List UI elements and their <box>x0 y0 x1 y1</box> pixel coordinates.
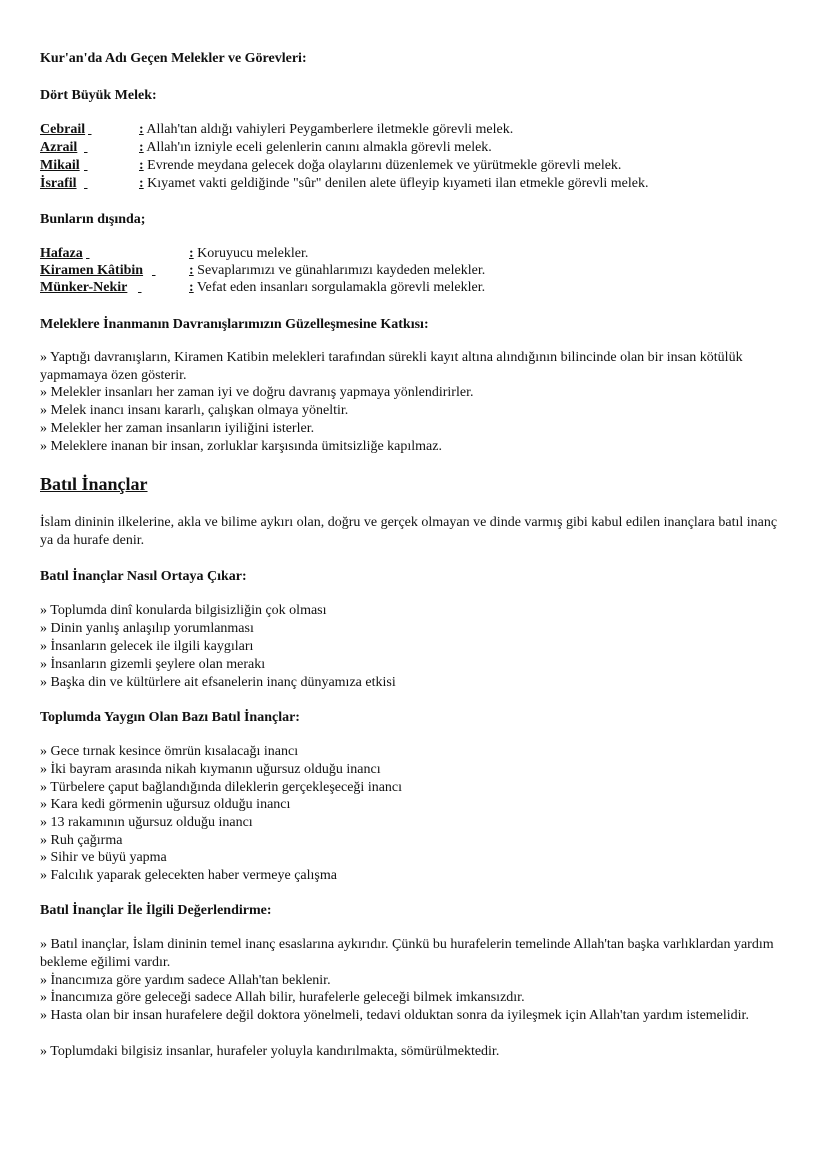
list-item: » İki bayram arasında nikah kıymanın uğursuz olduğu inancı <box>40 762 381 777</box>
angel-name: Azrail <box>40 140 78 155</box>
other-angels-heading: Bunların dışında; <box>40 212 146 227</box>
angel-row-cebrail <box>40 121 780 139</box>
angel-desc-text: Koruyucu melekler. <box>197 246 309 261</box>
angel-row-azrail <box>40 139 780 157</box>
angel-row-hafaza <box>40 245 780 263</box>
common-heading: Toplumda Yaygın Olan Bazı Batıl İnançlar: <box>40 710 300 725</box>
how-heading: Batıl İnançlar Nasıl Ortaya Çıkar: <box>40 569 247 584</box>
document-title: Kur'an'da Adı Geçen Melekler ve Görevleri: <box>40 51 307 66</box>
colon: : <box>189 263 194 278</box>
angel-desc-text: Kıyamet vakti geldiğinde "sûr" denilen alete üfleyip kıyameti ilan etmekle görevli melek. <box>147 176 649 191</box>
name-underline-fill <box>88 121 138 139</box>
list-item: » Dinin yanlış anlaşılıp yorumlanması <box>40 621 254 636</box>
name-underline-fill <box>152 262 188 280</box>
evaluation-heading: Batıl İnançlar İle İlgili Değerlendirme: <box>40 903 272 918</box>
list-item: » Başka din ve kültürlere ait efsanelerin inanç dünyamıza etkisi <box>40 675 396 690</box>
list-item: » Hasta olan bir insan hurafelere değil doktora yönelmeli, tedavi olduktan sonra da iyileşmek için Allah'tan yardım istemelidir. <box>40 1008 749 1023</box>
list-item: » Sihir ve büyü yapma <box>40 850 167 865</box>
angel-desc-text: Evrende meydana gelecek doğa olaylarını düzenlemek ve yürütmekle görevli melek. <box>147 158 622 173</box>
section-heading-batil: Batıl İnançlar <box>40 474 148 494</box>
four-angels-heading: Dört Büyük Melek: <box>40 88 157 103</box>
angel-name: Kiramen Kâtibin <box>40 263 144 278</box>
angel-desc <box>189 245 308 263</box>
list-item: » Batıl inançlar, İslam dininin temel inanç esaslarına aykırıdır. Çünkü bu hurafelerin temelinde Allah'tan başka varlıklardan yardım bekleme eğilimi vardır. <box>40 937 774 970</box>
angel-row-mikail <box>40 157 780 175</box>
angel-name: Cebrail <box>40 122 86 137</box>
list-item: » Ruh çağırma <box>40 833 123 848</box>
name-underline-fill <box>84 139 138 157</box>
angel-desc <box>139 157 621 175</box>
list-item: » Melek inancı insanı kararlı, çalışkan olmaya yöneltir. <box>40 403 349 418</box>
colon: : <box>139 176 144 191</box>
contribution-heading: Meleklere İnanmanın Davranışlarımızın Güzelleşmesine Katkısı: <box>40 317 429 332</box>
list-item: » Melekler her zaman insanların iyiliğini isterler. <box>40 421 315 436</box>
list-item: » Melekler insanları her zaman iyi ve doğru davranış yapmaya yönlendirirler. <box>40 385 474 400</box>
angel-name: Hafaza <box>40 246 83 261</box>
angel-row-kiramen-katibin <box>40 262 780 280</box>
angel-desc <box>189 279 485 297</box>
angel-desc <box>139 175 648 193</box>
colon: : <box>139 122 144 137</box>
angel-name: Münker-Nekir <box>40 280 128 295</box>
angel-desc-text: Allah'ın izniyle eceli gelenlerin canını almakla görevli melek. <box>146 140 492 155</box>
list-item: » Gece tırnak kesince ömrün kısalacağı inancı <box>40 744 299 759</box>
name-underline-fill <box>86 245 188 263</box>
list-item: » İnancımıza göre geleceği sadece Allah bilir, hurafelerle geleceği bilmek imkansızdır. <box>40 990 525 1005</box>
angel-desc <box>139 121 513 139</box>
angel-name: İsrafil <box>40 176 77 191</box>
list-item: » İnancımıza göre yardım sadece Allah'tan beklenir. <box>40 973 331 988</box>
angel-desc-text: Vefat eden insanları sorgulamakla görevli melekler. <box>196 280 486 295</box>
list-item: » Toplumdaki bilgisiz insanlar, hurafeler yoluyla kandırılmakta, sömürülmektedir. <box>40 1044 500 1059</box>
colon: : <box>189 246 194 261</box>
colon: : <box>139 140 144 155</box>
angel-desc <box>189 262 485 280</box>
batil-intro-paragraph: İslam dininin ilkelerine, akla ve bilime aykırı olan, doğru ve gerçek olmayan ve dinde varmış gibi kabul edilen inançlara batıl inanç ya da hurafe denir. <box>40 515 778 548</box>
name-underline-fill <box>84 175 138 193</box>
list-item: » İnsanların gelecek ile ilgili kaygıları <box>40 639 254 654</box>
colon: : <box>139 158 144 173</box>
angel-name: Mikail <box>40 158 80 173</box>
list-item: » Türbelere çaput bağlandığında dileklerin gerçekleşeceği inancı <box>40 780 403 795</box>
angel-desc-text: Sevaplarımızı ve günahlarımızı kaydeden melekler. <box>197 263 486 278</box>
list-item: » Kara kedi görmenin uğursuz olduğu inancı <box>40 797 291 812</box>
list-item: » Meleklere inanan bir insan, zorluklar karşısında ümitsizliğe kapılmaz. <box>40 439 442 454</box>
name-underline-fill <box>84 157 138 175</box>
list-item: » Yaptığı davranışların, Kiramen Katibin melekleri tarafından sürekli kayıt altına alındığının bilincinde olan bir insan kötülük yapmamaya özen gösterir. <box>40 350 743 383</box>
list-item: » Toplumda dinî konularda bilgisizliğin çok olması <box>40 603 327 618</box>
list-item: » Falcılık yaparak gelecekten haber vermeye çalışma <box>40 868 337 883</box>
angel-row-israfil <box>40 175 780 193</box>
list-item: » 13 rakamının uğursuz olduğu inancı <box>40 815 253 830</box>
angel-desc <box>139 139 492 157</box>
colon: : <box>189 280 194 295</box>
angel-row-munker-nekir <box>40 279 780 297</box>
angel-desc-text: Allah'tan aldığı vahiyleri Peygamberlere iletmekle görevli melek. <box>146 122 514 137</box>
name-underline-fill <box>138 279 188 297</box>
list-item: » İnsanların gizemli şeylere olan merakı <box>40 657 266 672</box>
